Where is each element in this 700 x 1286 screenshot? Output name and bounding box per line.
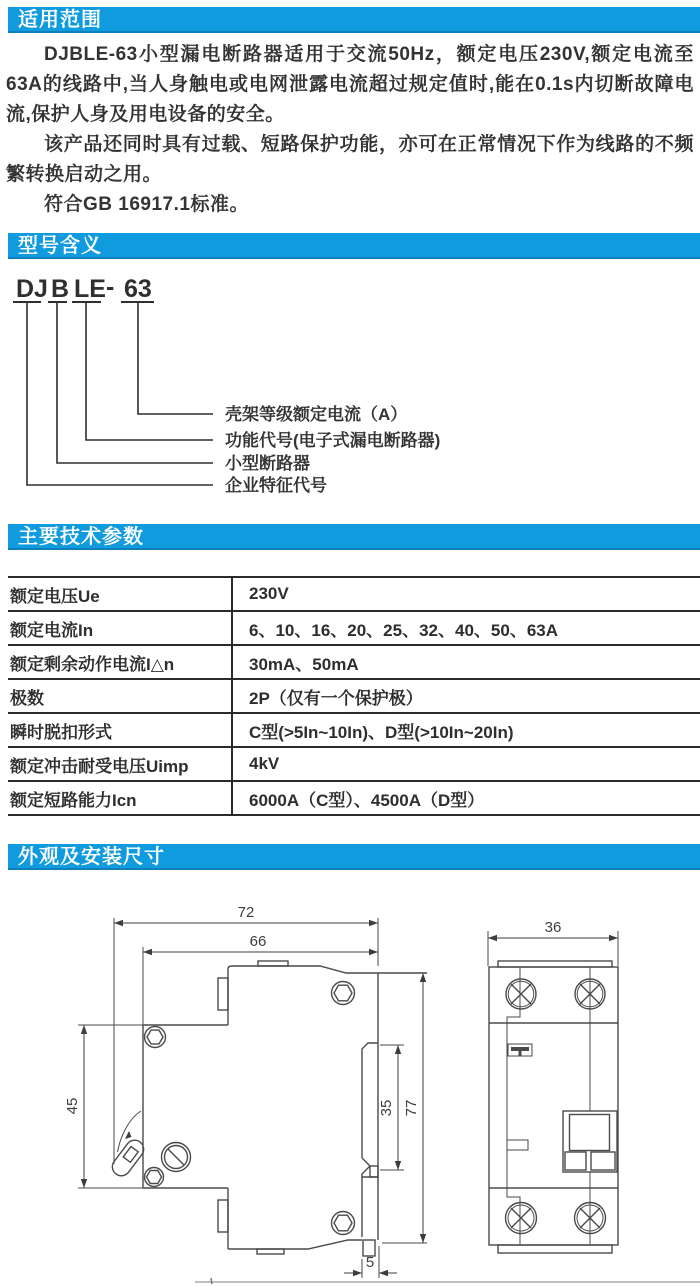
table-row (8, 714, 700, 748)
terminal-screw (506, 979, 536, 1009)
section-header-model: 型号含义 (8, 233, 700, 259)
model-leader-company (27, 303, 213, 485)
test-button-mark (508, 1044, 532, 1056)
model-label-frame: 壳架等级额定电流（A） (225, 405, 408, 424)
model-leader-breaker (57, 303, 213, 463)
side-view-drawing (64, 904, 427, 1278)
dim-front-view-width: 36 (544, 919, 562, 936)
section-header-dimensions: 外观及安装尺寸 (8, 844, 700, 870)
spec-label: 额定冲击耐受电压Uimp (8, 748, 233, 780)
front-view-drawing (488, 919, 618, 1253)
toggle-handle (109, 1137, 147, 1180)
dim-rail-slot: 35 (378, 1099, 395, 1117)
table-row (8, 578, 700, 612)
table-row (8, 680, 700, 714)
scope-paragraph-1: DJBLE-63小型漏电断路器适用于交流50Hz，额定电压230V,额定电流至63A的线路中,当人身触电或电网泄露电流超过规定值时,能在0.1s内切断故障电流,保护人身及用电设备的安全。 (6, 44, 694, 125)
dim-overall-width: 72 (237, 904, 255, 921)
spec-label: 极数 (8, 680, 233, 712)
terminal-screw (506, 1203, 537, 1234)
spec-value: 30mA、50mA (249, 654, 359, 674)
section-header-scope: 适用范围 (8, 7, 700, 33)
spec-value: 2P（仅有一个保护极） (249, 688, 423, 708)
model-label-function: 功能代号(电子式漏电断路器) (225, 431, 441, 450)
spec-table (8, 576, 700, 816)
table-row (8, 782, 700, 816)
table-row (8, 646, 700, 680)
model-leader-function (86, 303, 213, 440)
spec-label: 额定剩余动作电流I△n (8, 646, 233, 678)
model-code-frame: 63 (124, 275, 152, 303)
scope-paragraph-3: 符合GB 16917.1标准。 (44, 194, 249, 215)
rocker-switch (563, 1111, 617, 1172)
spec-value: 6000A（C型）、4500A（D型） (249, 790, 485, 810)
table-row (8, 748, 700, 782)
spec-value: 4kV (249, 754, 280, 773)
model-code-diagram (0, 270, 700, 505)
spec-label: 额定电流In (8, 612, 233, 644)
spec-value: C型(>5In~10In)、D型(>10In~20In) (249, 722, 514, 742)
dim-front-height: 45 (64, 1097, 81, 1115)
cutoff-tick (211, 1278, 212, 1284)
model-code-function: LE (74, 275, 106, 303)
model-label-breaker: 小型断路器 (225, 454, 310, 473)
model-leader-frame (138, 303, 213, 414)
dim-clip-width: 5 (365, 1254, 375, 1271)
section-header-params: 主要技术参数 (8, 524, 700, 550)
table-row (8, 612, 700, 646)
dimension-drawings (0, 900, 700, 1286)
spec-value: 6、10、16、20、25、32、40、50、63A (249, 620, 559, 640)
spec-label: 瞬时脱扣形式 (8, 714, 233, 746)
dim-total-height: 77 (403, 1099, 420, 1117)
spec-label: 额定电压Ue (8, 578, 233, 610)
spec-value: 230V (249, 584, 289, 603)
model-label-company: 企业特征代号 (225, 476, 327, 495)
dim-body-width: 66 (249, 933, 267, 950)
scope-paragraph-2: 该产品还同时具有过载、短路保护功能，亦可在正常情况下作为线路的不频繁转换启动之用。 (6, 134, 694, 185)
scope-paragraphs (6, 40, 694, 220)
model-code-breaker: B (51, 275, 70, 303)
spec-label: 额定短路能力Icn (8, 782, 233, 814)
model-code-company: DJ (16, 275, 48, 303)
model-code-dash: - (106, 273, 115, 301)
